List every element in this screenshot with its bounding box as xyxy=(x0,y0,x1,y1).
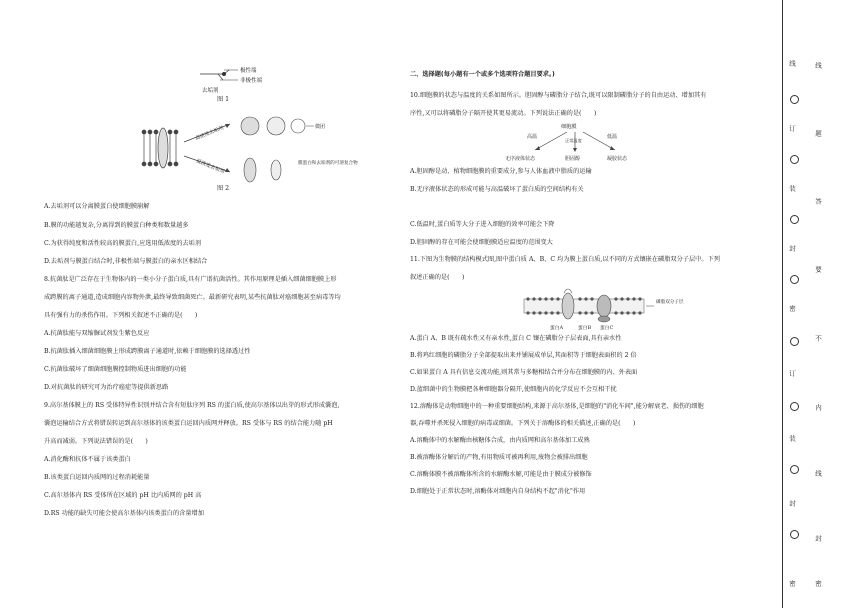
fig2-label-high: 高浓度去垢剂 xyxy=(194,125,225,142)
q12-option-d: D.细胞处于正常状态时,溶酶体对细胞内自身结构不起"消化"作用 xyxy=(410,488,586,495)
q11-option-c: C.如果蛋白 A 具有信息交流功能,则其常与多糖相结合并分布在细胞膜的内、外表面 xyxy=(410,369,638,376)
q8-stem-line-3: 具有强有力的杀伤作用。下列相关叙述不正确的是( ) xyxy=(44,312,198,319)
fig10-bottom-mid: 胆固醇 xyxy=(565,156,581,162)
binding-outer-label: 装 xyxy=(788,185,796,192)
fig10-bottom-right: 凝胶状态 xyxy=(607,156,628,162)
q9-stem-line-3: 升高而减弱。下列说法错误的是( ) xyxy=(44,438,148,445)
q12-option-c: C.溶酶体膜不被溶酶体所含的水解酶水解,可能是由于膜成分被修饰 xyxy=(410,471,592,478)
binding-outer-label: 封 xyxy=(788,500,796,507)
fig11-label-b: 蛋白B xyxy=(578,326,592,331)
fig10-bottom-left: 无序液体状态 xyxy=(505,156,536,162)
q10-option-c: C.低温时,蛋白质等大分子进入细胞的效率可能会下降 xyxy=(410,221,555,228)
q11-option-d: D.蓝细菌中的生物膜把各种细胞器分隔开,使细胞内的化学反应不会互相干扰 xyxy=(410,386,617,393)
fig11-label-bilayer: 磷脂双分子层 xyxy=(656,300,684,305)
fig10-left-arrow: 高温 xyxy=(527,134,538,140)
q9-option-c: C.高尔基体内 RS 受体所在区域的 pH 比内质网的 pH 高 xyxy=(44,492,202,499)
binding-outer-label: 线 xyxy=(788,60,796,67)
fig2-label-soluble: 膜蛋白和去垢剂的可溶复合物 xyxy=(298,161,358,166)
q7-option-b: B.膜的功能越复杂,分离得到的膜蛋白种类和数量越多 xyxy=(44,222,189,229)
figure-1-caption: 图 1 xyxy=(217,96,230,103)
q10-stem-line-2: 序性,又可以将磷脂分子隔开使其更易流动。下列说法正确的是( ) xyxy=(410,110,597,117)
q10-option-a: A.胆固醇是动、植物细胞膜的重要成分,参与人体血液中脂质的运输 xyxy=(410,168,592,175)
binding-outer-label: 订 xyxy=(788,370,796,377)
q12-option-b: B.被溶酶体分解后的产物,有用物质可被再利用,废物会被排出细胞 xyxy=(410,454,588,461)
fig11-label-a: 蛋白A xyxy=(550,326,564,331)
binding-hole xyxy=(790,155,799,164)
binding-inner-label: 不 xyxy=(814,335,822,342)
binding-line xyxy=(782,0,783,608)
q12-stem-line-2: 器,吞噬并杀死侵入细胞的病毒或细菌。下列关于溶酶体的相关描述,正确的是( ) xyxy=(410,420,636,427)
figure-2-detergent-diagram xyxy=(138,112,358,187)
fig2-label-micelle: 微团 xyxy=(315,124,326,130)
binding-outer-label: 密 xyxy=(788,580,796,587)
q10-option-d: D.胆固醇的存在可能会使细胞膜适应温度的范围变大 xyxy=(410,239,553,246)
q8-option-c: C.抗菌肽破坏了细菌细胞膜控制物质进出细胞的功能 xyxy=(44,366,187,373)
binding-hole xyxy=(790,337,799,346)
q9-stem-line-1: 9.高尔基体膜上的 RS 受体特异性识别并结合含有短肽序列 RS 的蛋白质,使高尔基体以出芽的形式形成囊泡, xyxy=(44,402,340,409)
figure-10-membrane-temperature xyxy=(495,122,645,164)
q11-option-b: B.将鸡红细胞的磷脂分子全部提取出来并铺展成单层,其面积等于细胞表面积的 2 倍 xyxy=(410,352,637,359)
q11-option-a: A.蛋白 A、B 既有疏水性又有亲水性,蛋白 C 镶在磷脂分子层表面,具有亲水性 xyxy=(410,335,622,342)
binding-inner-label: 要 xyxy=(814,266,822,273)
q7-option-a: A.去垢剂可以分离膜蛋白使细胞膜崩解 xyxy=(44,203,150,210)
figure-2-caption: 图 2 xyxy=(217,185,230,192)
q7-option-d: D.去垢剂与膜蛋白结合时,非极性端与膜蛋白的亲水区相结合 xyxy=(44,258,208,265)
binding-hole xyxy=(790,95,799,104)
binding-inner-label: 内 xyxy=(814,404,822,411)
q9-option-d: D.RS 功能的缺失可能会使高尔基体内该类蛋白的含量增加 xyxy=(44,510,204,517)
fig1-label-detergent: 去垢剂 xyxy=(202,88,219,94)
figure-11-membrane-proteins xyxy=(520,285,690,333)
binding-outer-label: 封 xyxy=(788,245,796,252)
binding-inner-label: 密 xyxy=(814,580,822,587)
binding-inner-label: 线 xyxy=(814,470,822,477)
q9-option-a: A.消化酶和抗体不属于该类蛋白 xyxy=(44,456,131,463)
q11-stem-line-2: 叙述正确的是( ) xyxy=(410,274,465,281)
fig10-middle: 正常温度 xyxy=(565,138,582,143)
q10-stem-line-1: 10.细胞膜的状态与温度的关系如图所示。胆固醇与磷脂分子结合,既可以限制磷脂分子的自由运动、增加其有 xyxy=(410,92,707,99)
q8-stem-line-1: 8.抗菌肽是广泛存在于生物体内的一类小分子蛋白质,具有广谱抗菌活性。其作用原理是插入细菌细胞膜上形 xyxy=(44,276,337,283)
binding-hole xyxy=(790,275,799,284)
fig10-right-arrow: 低温 xyxy=(607,134,618,140)
binding-hole xyxy=(790,402,799,411)
binding-margin xyxy=(776,0,860,608)
fig11-label-c: 蛋白C xyxy=(600,326,614,331)
q8-stem-line-2: 成跨膜的离子通道,造成细胞内容物外泄,最终导致细菌死亡。最新研究表明,某些抗菌肽对癌细胞甚至病毒等均 xyxy=(44,294,341,301)
binding-hole xyxy=(790,530,799,539)
q9-stem-line-2: 囊泡运输结合方式将错误转运到高尔基体的该类蛋白运回内质网并释放。RS 受体与 RS 的结合能力随 pH xyxy=(44,420,333,427)
q7-option-c: C.为获得纯度和活性较高的膜蛋白,应选用低浓度的去垢剂 xyxy=(44,240,201,247)
binding-outer-label: 装 xyxy=(788,435,796,442)
q9-option-b: B.该类蛋白运回内质网的过程消耗能量 xyxy=(44,474,150,481)
fig1-label-polar: 极性端 xyxy=(240,68,257,74)
q8-option-d: D.对抗菌肽的研究可为治疗癌症等提供新思路 xyxy=(44,384,169,391)
q11-stem-line-1: 11.下图为生物膜的结构模式图,图中蛋白质 A、B、C 均为膜上蛋白质,以不同的方式镶嵌在磷脂双分子层中。下列 xyxy=(410,256,720,263)
binding-outer-label: 密 xyxy=(788,305,796,312)
figure-1-detergent-molecule xyxy=(194,62,274,102)
binding-hole xyxy=(790,215,799,224)
q12-option-a: A.溶酶体中的水解酶由核糖体合成，由内质网和高尔基体加工成熟 xyxy=(410,437,590,444)
q8-option-a: A.抗菌肽能与双缩脲试剂发生紫色反应 xyxy=(44,330,150,337)
binding-inner-label: 题 xyxy=(814,130,822,137)
q8-option-b: B.抗菌肽插入细菌细胞膜上形成跨膜离子通道时,依赖于细胞膜的选择透过性 xyxy=(44,348,251,355)
q12-stem-line-1: 12.溶酶体是动物细胞中的一种重要细胞结构,来源于高尔基体,是细胞的"消化车间",能分解衰老、损伤的细胞 xyxy=(410,403,704,410)
binding-inner-label: 线 xyxy=(814,62,822,69)
binding-outer-label: 订 xyxy=(788,125,796,132)
q10-option-b: B.无序液体状态的形成可能与高温破坏了蛋白质的空间结构有关 xyxy=(410,186,584,193)
fig10-top: 细胞膜 xyxy=(561,124,577,130)
fig2-label-low: 低浓度去垢剂 xyxy=(195,158,226,176)
binding-inner-label: 答 xyxy=(814,198,822,205)
binding-inner-label: 封 xyxy=(814,535,822,542)
binding-hole xyxy=(790,465,799,474)
section-title: 二、选择题(每小题有一个或多个选项符合题目要求。) xyxy=(410,71,555,78)
fig1-label-nonpolar: 非极性端 xyxy=(240,78,263,84)
